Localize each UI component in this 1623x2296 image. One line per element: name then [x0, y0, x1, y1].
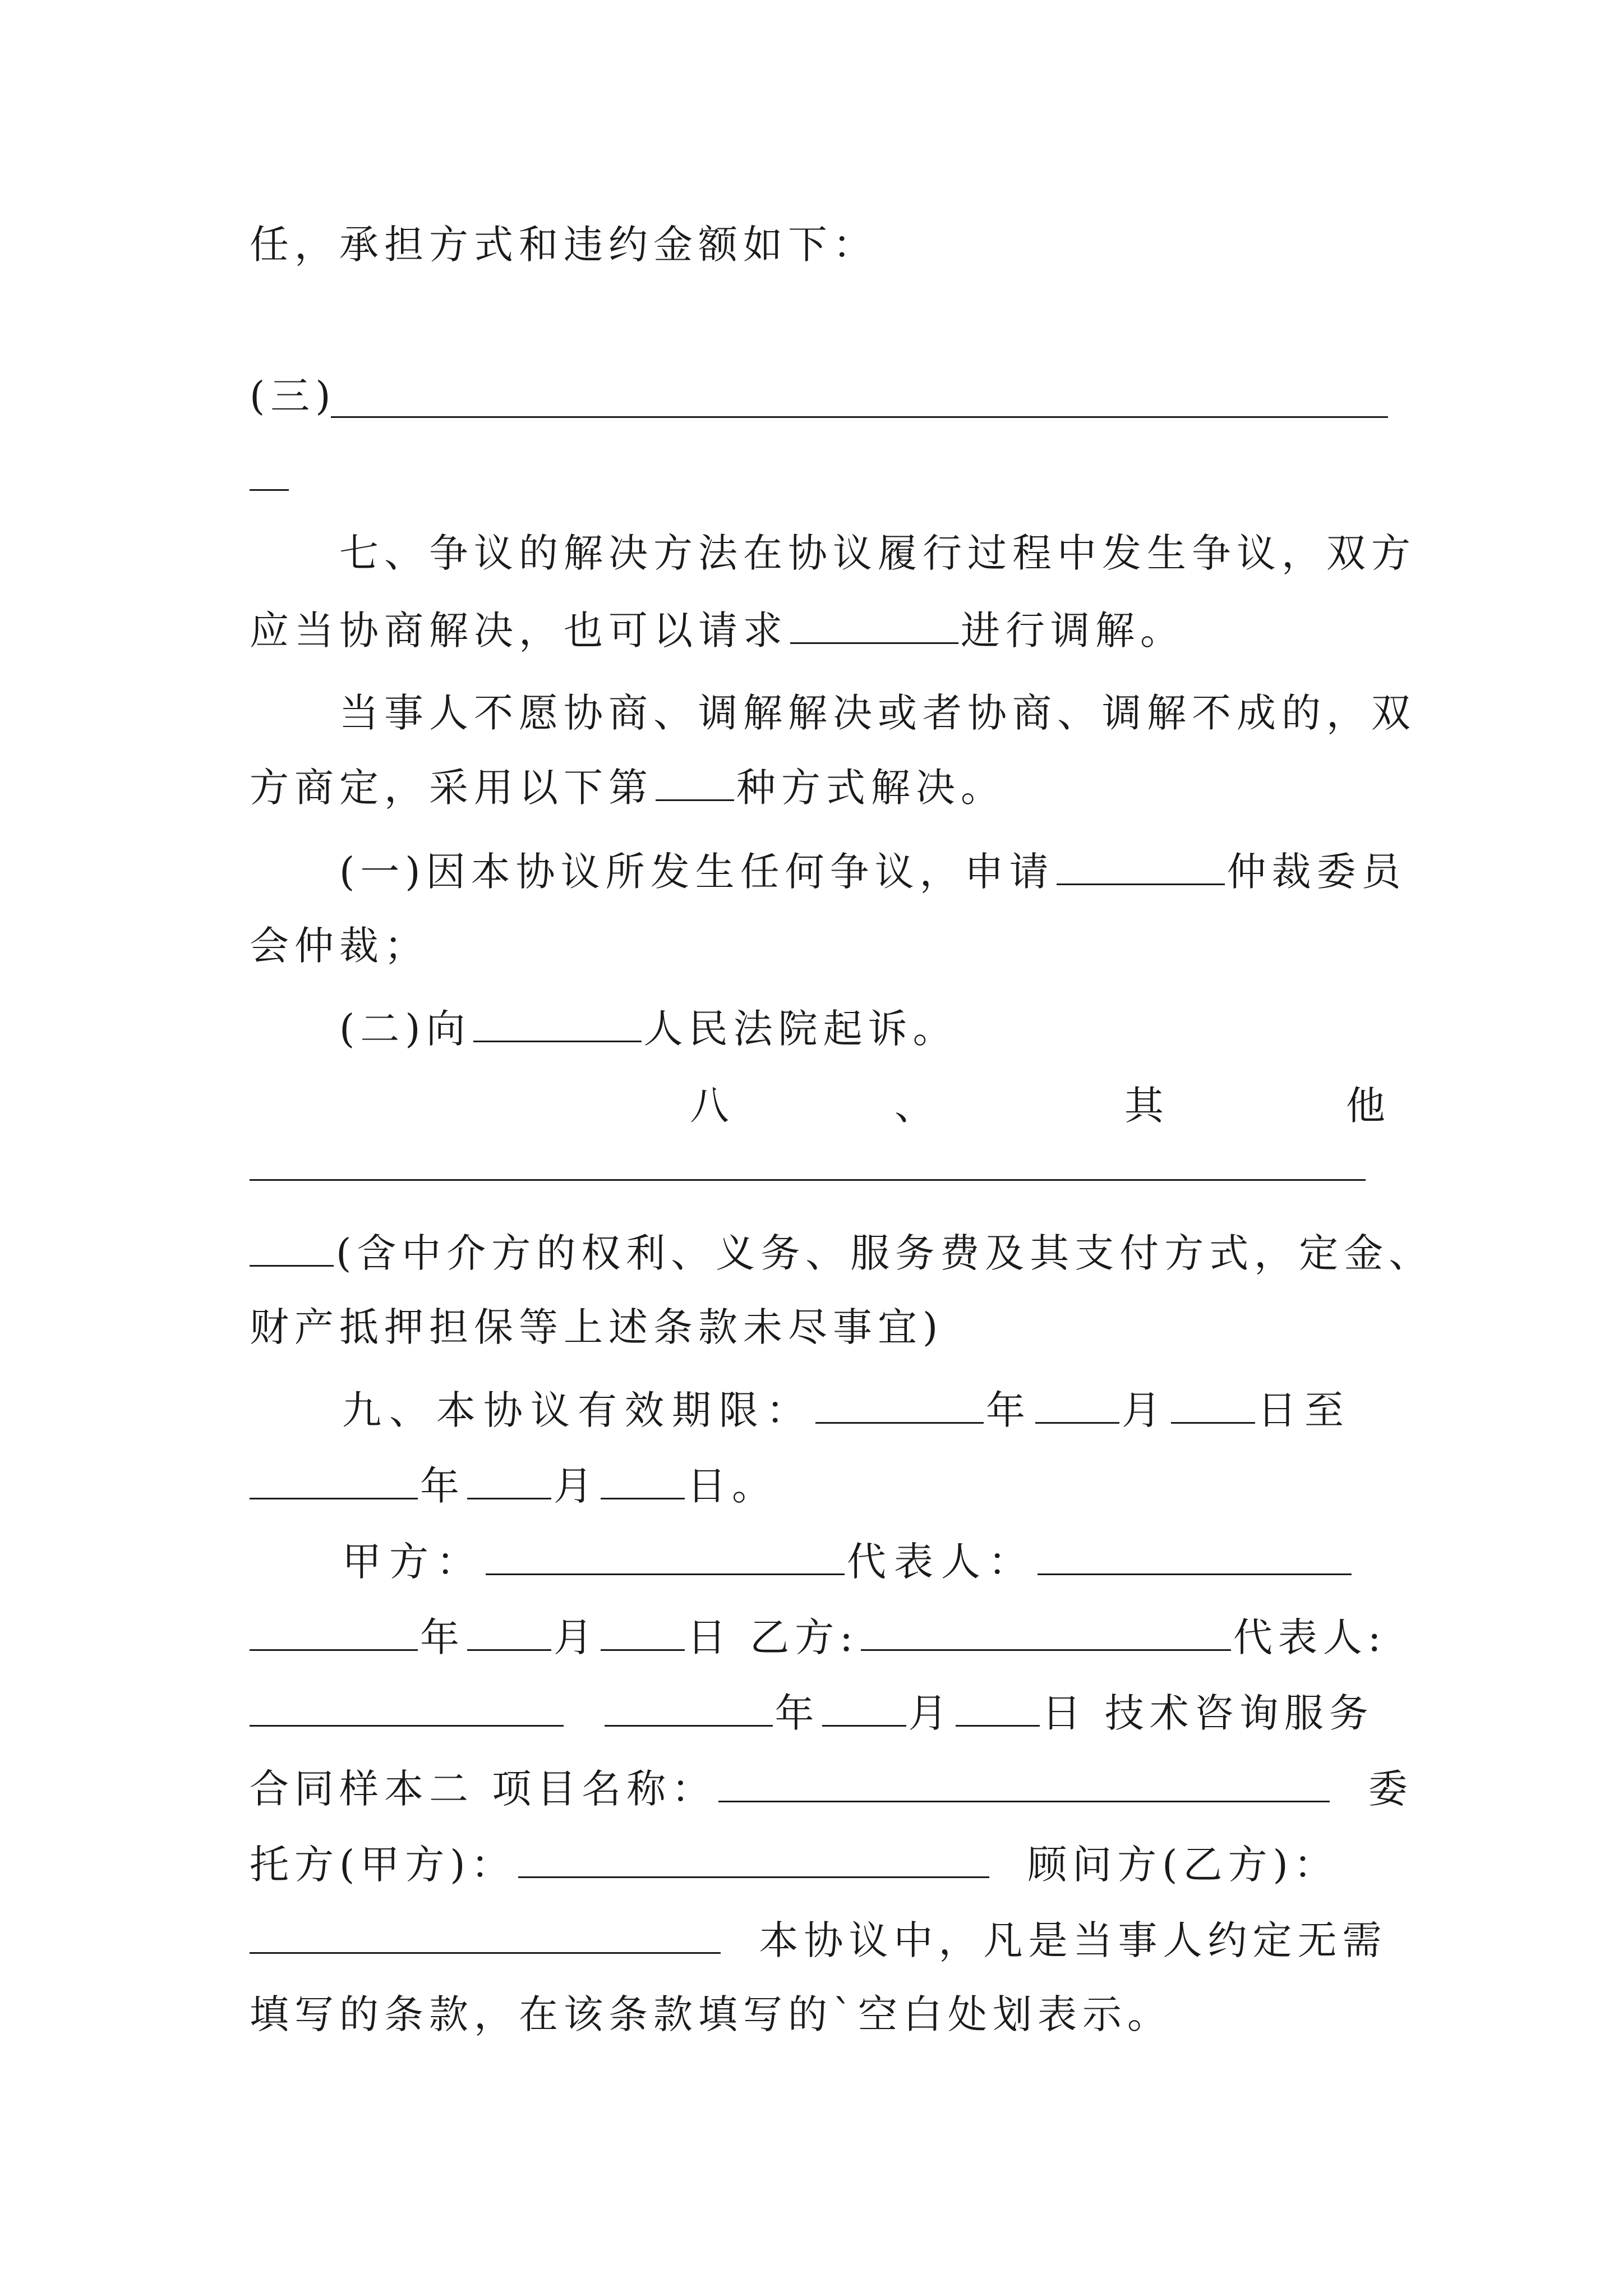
- party-label: 顾问方(乙方)：: [1027, 1842, 1339, 1888]
- date-unit: 日至: [1257, 1387, 1352, 1433]
- blank-field: [718, 1756, 1330, 1802]
- blank-field: [601, 1604, 685, 1651]
- blank-line: [331, 416, 1388, 418]
- text-line: [250, 1832, 1388, 1894]
- text-line: [250, 1604, 1405, 1667]
- section-heading: 九、本协议有效期限：: [342, 1387, 813, 1433]
- text-line: [342, 1377, 1388, 1440]
- clause-text: 合同样本二 项目名称：: [250, 1766, 717, 1812]
- text-line: [339, 682, 1416, 744]
- party-label: 托方(甲方)：: [250, 1842, 516, 1888]
- blank-field: [601, 1453, 685, 1499]
- clause-text: 本协议中，凡是当事人约定无需: [759, 1917, 1387, 1963]
- text-line: [250, 1453, 1388, 1516]
- clause-text: 日 技术咨询服务: [1041, 1690, 1374, 1736]
- blank-field: [467, 1453, 551, 1499]
- section-heading-char: 他: [1346, 1083, 1391, 1129]
- date-unit: 日。: [687, 1463, 777, 1509]
- clause-text: 财产抵押担保等上述条款未尽事宜): [250, 1304, 944, 1350]
- blank-field: [1057, 839, 1225, 885]
- text-line: [250, 1907, 1388, 1970]
- section-heading-char: 其: [1124, 1083, 1169, 1129]
- text-line: [250, 1220, 1434, 1283]
- blank-line: [250, 1179, 1366, 1181]
- party-label: 日 乙方:: [687, 1614, 859, 1660]
- text-line: [250, 754, 1388, 817]
- blank-field: [250, 1604, 418, 1651]
- blank-field: [250, 1907, 721, 1954]
- text-line: [339, 996, 1388, 1059]
- blank-field: [656, 754, 734, 801]
- text-line: [250, 1680, 1388, 1743]
- party-label: 代表人:: [1233, 1614, 1387, 1660]
- text-line: [250, 213, 1388, 276]
- blank-field: [518, 1832, 989, 1878]
- section-heading-char: 八: [690, 1083, 735, 1129]
- blank-field: [822, 1680, 906, 1727]
- text-line: [250, 1983, 1388, 2046]
- blank-field: [605, 1680, 773, 1727]
- clause-text: 仲裁委员: [1227, 849, 1407, 895]
- clause-text: 进行调解。: [961, 608, 1185, 654]
- date-unit: 月: [1122, 1387, 1169, 1433]
- blank-field: [790, 597, 958, 644]
- party-label: 代表人：: [847, 1539, 1035, 1585]
- blank-field: [861, 1604, 1231, 1651]
- text-line: [250, 914, 1388, 977]
- blank-field: [956, 1680, 1040, 1727]
- blank-line: [250, 489, 289, 491]
- date-unit: 月: [554, 1463, 598, 1509]
- blank-field: [1171, 1377, 1255, 1424]
- blank-field: [250, 1453, 418, 1499]
- clause-text: (二)向: [339, 1006, 471, 1052]
- text-line: [250, 1074, 1391, 1137]
- clause-number: (三): [250, 373, 336, 419]
- date-unit: 年: [774, 1690, 820, 1736]
- clause-text: 会仲裁；: [250, 923, 429, 969]
- text-line: [339, 839, 1407, 901]
- text-line: [250, 597, 1388, 660]
- blank-field: [467, 1604, 551, 1651]
- clause-text: (含中介方的权利、义务、服务费及其支付方式，定金、: [336, 1230, 1434, 1276]
- section-heading: 七、争议的解决方法在协议履行过程中发生争议，双方: [339, 530, 1416, 576]
- clause-text: 当事人不愿协商、调解解决或者协商、调解不成的，双: [339, 690, 1416, 736]
- date-unit: 月: [908, 1690, 953, 1736]
- date-unit: 年: [420, 1463, 465, 1509]
- text-line: [339, 522, 1416, 585]
- blank-field: [250, 1680, 564, 1727]
- text-line: [250, 1756, 1413, 1819]
- date-unit: 月: [554, 1614, 598, 1660]
- blank-field: [1035, 1377, 1119, 1424]
- clause-text: 应当协商解决，也可以请求: [250, 608, 788, 654]
- text-line: [250, 365, 1388, 427]
- date-unit: 年: [420, 1614, 465, 1660]
- blank-field: [815, 1377, 984, 1424]
- clause-text: 填写的条款，在该条款填写的`空白处划表示。: [250, 1991, 1172, 2037]
- blank-field: [473, 996, 642, 1042]
- clause-text: 任，承担方式和违约金额如下：: [250, 222, 878, 268]
- date-unit: 年: [986, 1387, 1033, 1433]
- blank-field: [1038, 1529, 1352, 1575]
- clause-text: 种方式解决。: [736, 765, 1006, 811]
- text-line: [250, 1296, 1388, 1359]
- text-line: [342, 1529, 1388, 1591]
- clause-text: (一)因本协议所发生任何争议，申请: [339, 849, 1054, 895]
- clause-text: 委: [1368, 1766, 1413, 1812]
- clause-text: 方商定，采用以下第: [250, 765, 653, 811]
- blank-field: [250, 1220, 334, 1267]
- party-label: 甲方：: [342, 1539, 483, 1585]
- blank-field: [486, 1529, 845, 1575]
- section-heading-char: 、: [895, 1083, 939, 1129]
- clause-text: 人民法院起诉。: [643, 1006, 958, 1052]
